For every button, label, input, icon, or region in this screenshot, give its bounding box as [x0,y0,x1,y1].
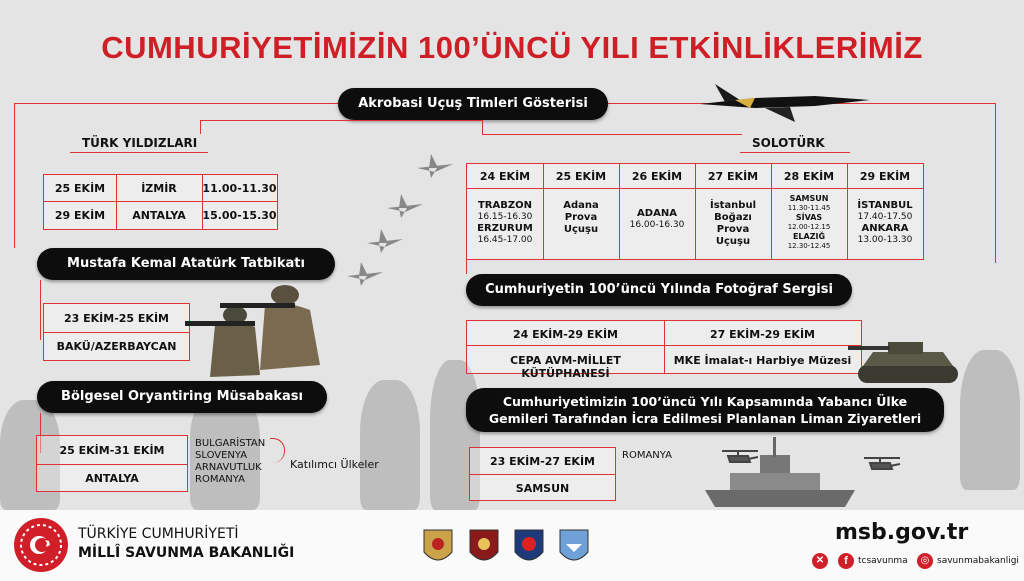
army-emblem-icon [422,528,454,568]
small-jet-icon [345,258,385,288]
facebook-handle[interactable]: tcsavunma [858,556,908,566]
footer [0,510,1024,581]
table-cell: BAKÜ/AZERBAYCAN [56,340,177,353]
soloturk-detail-line: SAMSUN [789,194,829,203]
org-line1: TÜRKİYE CUMHURİYETİ [78,526,239,542]
soloturk-day-details [771,194,847,251]
table-cell: 25 EKİM-31 EKİM [59,444,165,457]
acrobatic-header [338,88,608,120]
port-country: ROMANYA [622,450,672,461]
soloturk-detail-line: 16.15-16.30 [477,212,533,222]
soldier-silhouette [960,350,1020,490]
connector-line [482,134,742,135]
soloturk-detail-line: 12.00-12.15 [787,223,831,231]
soloturk-day-date: 25 EKİM [555,170,607,183]
soloturk-detail-line: 12.30-12.45 [787,242,831,250]
soloturk-day-date: 26 EKİM [631,170,683,183]
table-cell: İZMİR [141,182,177,195]
small-jet-icon [385,190,425,220]
table-cell: 23 EKİM-25 EKİM [64,312,169,325]
ataturk-header-label: Mustafa Kemal Atatürk Tatbikatı [67,256,305,271]
soloturk-detail-line: Prova [716,224,750,235]
facebook-icon[interactable]: f [838,553,854,569]
table-cell: ANTALYA [132,209,186,222]
photo-header [466,274,852,306]
connector-line [200,120,482,133]
connector-line [995,103,996,263]
table-cell: MKE İmalat-ı Harbiye Müzesi [673,354,852,367]
soloturk-day-details [619,208,695,231]
soloturk-detail-line: 17.40-17.50 [857,212,913,222]
land-forces-emblem-icon [468,528,500,568]
country-item: ROMANYA [195,474,245,485]
connector-line [70,152,208,153]
countries-list [195,438,265,486]
soloturk-detail-line: 13.00-13.30 [857,235,913,245]
table-cell: 29 EKİM [54,209,106,222]
ataturk-table [43,303,190,361]
countries-label: Katılımcı Ülkeler [290,458,379,471]
soloturk-detail-line: ANKARA [861,223,909,234]
connector-line [14,103,15,248]
table-cell: 25 EKİM [54,182,106,195]
page-title: CUMHURİYETİMİZİN 100’ÜNCÜ YILI ETKİNLİKLERİMİZ [101,30,923,65]
turk-yildizlari-label: TÜRK YILDIZLARI [82,136,198,150]
orienteering-header-label: Bölgesel Oryantiring Müsabakası [61,389,303,404]
port-header-line1: Cumhuriyetimizin 100’üncü Yılı Kapsamında Yabancı Ülke [502,394,908,409]
soloturk-detail-line: TRABZON [477,200,532,211]
soloturk-day-date: 29 EKİM [859,170,911,183]
soloturk-table [466,163,924,260]
jet-icon [695,74,875,124]
table-cell: 24 EKİM-29 EKİM [513,328,618,341]
helicopter-icon [862,455,902,475]
connector-line [740,152,850,153]
soloturk-day-details [543,200,619,236]
ship-icon [700,435,860,510]
soloturk-detail-line: 11.30-11.45 [787,204,831,212]
table-cell: 15.00-15.30 [202,209,277,222]
table-cell: 23 EKİM-27 EKİM [490,455,595,468]
soloturk-detail-line: 16.00-16.30 [629,220,685,230]
photo-table [466,320,862,380]
soloturk-detail-line: SİVAS [795,213,823,222]
orienteering-header [37,381,327,413]
table-cell: ANTALYA [85,472,139,485]
ataturk-header [37,248,335,280]
turk-yildizlari-table [43,174,278,230]
soloturk-day-details [695,200,771,248]
soldiers-icon [180,285,350,380]
soloturk-detail-line: Adana [563,200,599,211]
country-item: SLOVENYA [195,450,248,461]
country-item: BULGARİSTAN [195,438,266,449]
connector-line [466,258,467,274]
org-line2: MİLLÎ SAVUNMA BAKANLIĞI [78,545,295,561]
tank-icon [848,330,968,390]
connector-line [482,120,483,134]
instagram-handle[interactable]: savunmabakanligi [937,556,1019,566]
x-icon[interactable]: ✕ [812,553,828,569]
country-item: ARNAVUTLUK [195,462,262,473]
soloturk-detail-line: Uçuşu [563,224,599,235]
soloturk-detail-line: Uçuşu [715,236,751,247]
msb-emblem-icon [12,516,70,574]
orienteering-table [36,435,188,492]
connector-line [40,280,41,340]
table-cell: 27 EKİM-29 EKİM [710,328,815,341]
small-jet-icon [415,150,455,180]
soloturk-detail-line: ERZURUM [477,223,533,234]
soloturk-day-date: 24 EKİM [479,170,531,183]
photo-header-label: Cumhuriyetin 100’üncü Yılında Fotoğraf Sergisi [485,282,833,297]
helicopter-icon [720,448,760,468]
soloturk-day-date: 27 EKİM [707,170,759,183]
soloturk-detail-line: Boğazı [714,212,752,223]
soldier-silhouette [360,380,420,510]
air-force-emblem-icon [558,528,590,568]
website-link[interactable]: msb.gov.tr [835,520,969,545]
table-cell: CEPA AVM-MİLLET KÜTÜPHANESİ [510,354,621,380]
soloturk-detail-line: ELAZIĞ [792,232,826,241]
soloturk-day-date: 28 EKİM [783,170,835,183]
instagram-icon[interactable]: ◎ [917,553,933,569]
navy-emblem-icon [513,528,545,568]
soloturk-detail-line: 16.45-17.00 [477,235,533,245]
soloturk-label: SOLOTÜRK [752,136,825,150]
port-header [466,388,944,432]
soloturk-detail-line: İSTANBUL [857,200,913,211]
connector-line [200,120,201,134]
acrobatic-header-label: Akrobasi Uçuş Timleri Gösterisi [358,96,588,111]
soloturk-day-details [467,200,543,246]
port-header-line2: Gemileri Tarafından İcra Edilmesi Planlanan Liman Ziyaretleri [488,411,922,426]
table-cell: SAMSUN [515,482,570,495]
soloturk-detail-line: İstanbul [709,200,757,211]
soloturk-day-details [847,200,923,246]
table-cell: 11.00-11.30 [202,182,277,195]
soloturk-detail-line: ADANA [637,208,677,219]
port-table [469,447,616,501]
connector-line [14,103,349,104]
soloturk-detail-line: Prova [564,212,598,223]
bracket-line [270,438,285,463]
small-jet-icon [365,225,405,255]
